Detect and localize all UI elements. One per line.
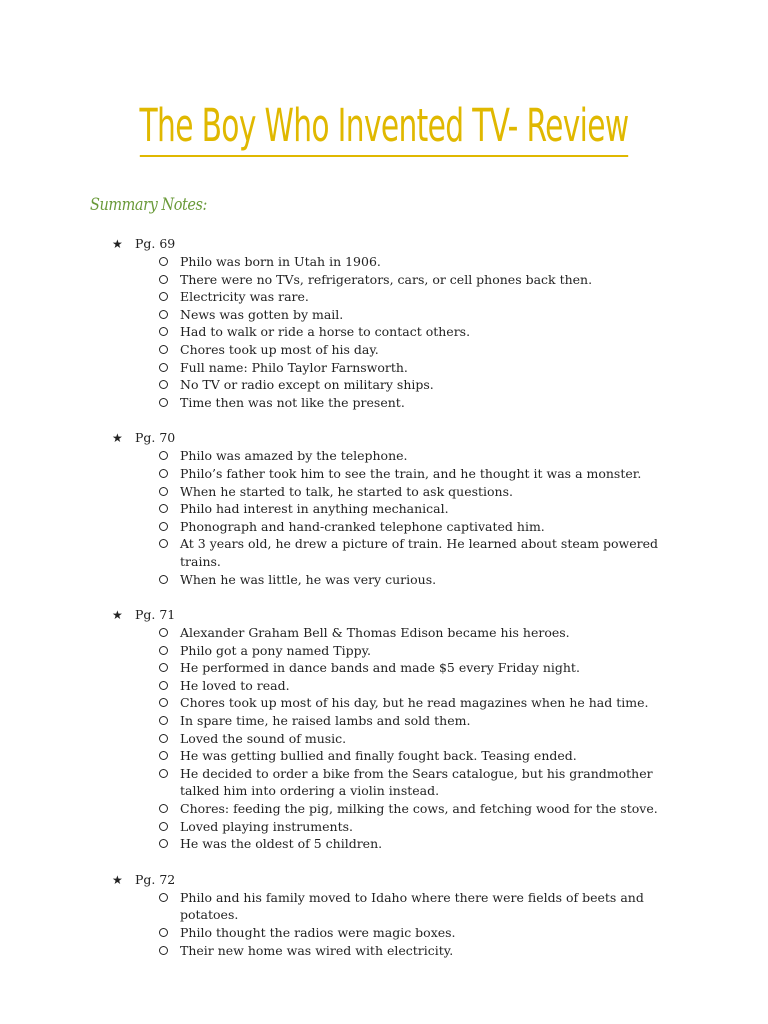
- notes-list: [0, 235, 768, 977]
- bullet-text: Philo was amazed by the telephone.: [180, 448, 408, 464]
- circle-bullet-icon: [159, 257, 168, 266]
- star-bullet-icon: ★: [112, 237, 123, 251]
- list-item: [0, 677, 768, 695]
- list-item: [0, 359, 768, 377]
- list-item: [0, 394, 768, 412]
- circle-bullet-icon: [159, 487, 168, 496]
- page-label: Pg. 72: [135, 871, 176, 887]
- bullet-text: Their new home was wired with electricity.: [180, 942, 454, 958]
- circle-bullet-icon: [159, 539, 168, 548]
- bullet-text: No TV or radio except on military ships.: [180, 377, 434, 393]
- bullet-text: When he started to talk, he started to ask questions.: [180, 483, 513, 499]
- bullet-text: Electricity was rare.: [180, 289, 309, 305]
- list-item: [0, 765, 768, 800]
- circle-bullet-icon: [159, 469, 168, 478]
- circle-bullet-icon: [159, 698, 168, 707]
- bullet-text: Philo had interest in anything mechanical.: [180, 501, 449, 517]
- list-item: [0, 835, 768, 853]
- circle-bullet-icon: [159, 734, 168, 743]
- circle-bullet-icon: [159, 363, 168, 372]
- bullet-text: In spare time, he raised lambs and sold them.: [180, 713, 471, 729]
- list-item: [0, 271, 768, 289]
- circle-bullet-icon: [159, 575, 168, 584]
- bullet-text: Chores took up most of his day, but he read magazines when he had time.: [180, 695, 649, 711]
- circle-bullet-icon: [159, 522, 168, 531]
- bullet-text: Philo thought the radios were magic boxes.: [180, 925, 456, 940]
- circle-bullet-icon: [159, 751, 168, 760]
- list-item: [0, 253, 768, 271]
- list-item: [0, 571, 768, 589]
- list-item: [0, 500, 768, 518]
- list-item: [0, 924, 768, 942]
- circle-bullet-icon: [159, 663, 168, 672]
- circle-bullet-icon: [159, 275, 168, 284]
- circle-bullet-icon: [159, 451, 168, 460]
- bullet-text: When he was little, he was very curious.: [180, 571, 437, 587]
- list-item: [0, 341, 768, 359]
- star-bullet-icon: ★: [112, 608, 123, 623]
- bullet-text: Philo’s father took him to see the train, and he thought it was a monster.: [180, 465, 642, 481]
- list-item: [0, 747, 768, 765]
- bullet-text: Philo got a pony named Tippy.: [180, 642, 371, 658]
- bullet-text: News was gotten by mail.: [180, 306, 344, 322]
- bullet-text: Time then was not like the present.: [180, 394, 405, 410]
- circle-bullet-icon: [159, 504, 168, 513]
- page-heading: [0, 429, 768, 447]
- bullet-text: He was the oldest of 5 children.: [180, 836, 383, 852]
- circle-bullet-icon: [159, 327, 168, 336]
- bullet-list: [0, 889, 768, 959]
- page-label: Pg. 71: [135, 607, 176, 623]
- bullet-text: He performed in dance bands and made $5 every Friday night.: [180, 660, 580, 676]
- circle-bullet-icon: [159, 292, 168, 301]
- circle-bullet-icon: [159, 310, 168, 319]
- list-item: [0, 659, 768, 677]
- page-heading: [0, 606, 768, 624]
- list-item: [0, 730, 768, 748]
- list-item: [0, 642, 768, 660]
- list-item: [0, 712, 768, 730]
- bullet-text: Full name: Philo Taylor Farnsworth.: [180, 359, 408, 375]
- bullet-list: [0, 447, 768, 588]
- list-item: [0, 288, 768, 306]
- page-heading: [0, 871, 768, 889]
- bullet-text: Chores took up most of his day.: [180, 341, 379, 357]
- page-section: [0, 606, 768, 853]
- list-item: [0, 447, 768, 465]
- list-item: [0, 889, 768, 924]
- circle-bullet-icon: [159, 839, 168, 848]
- bullet-text: He decided to order a bike from the Sears catalogue, but his grandmother talked him into ordering a violin instead.: [180, 765, 653, 799]
- document-title: [131, 94, 638, 158]
- page-heading: [0, 235, 768, 253]
- circle-bullet-icon: [159, 928, 168, 937]
- title-text: The Boy Who Invented TV- Review: [140, 97, 629, 157]
- list-item: [0, 694, 768, 712]
- summary-notes-heading: Summary Notes:: [90, 195, 207, 215]
- list-item: [0, 483, 768, 501]
- list-item: [0, 624, 768, 642]
- bullet-text: Alexander Graham Bell & Thomas Edison became his heroes.: [180, 625, 570, 641]
- bullet-list: [0, 624, 768, 853]
- page-label: Pg. 70: [135, 430, 176, 446]
- list-item: [0, 800, 768, 818]
- circle-bullet-icon: [159, 646, 168, 655]
- star-bullet-icon: ★: [112, 431, 123, 446]
- circle-bullet-icon: [159, 380, 168, 389]
- list-item: [0, 376, 768, 394]
- page-section: [0, 235, 768, 411]
- bullet-text: Chores: feeding the pig, milking the cows, and fetching wood for the stove.: [180, 801, 658, 817]
- bullet-text: Had to walk or ride a horse to contact others.: [180, 324, 471, 340]
- circle-bullet-icon: [159, 345, 168, 354]
- page-section: [0, 871, 768, 959]
- circle-bullet-icon: [159, 822, 168, 831]
- circle-bullet-icon: [159, 398, 168, 407]
- bullet-text: At 3 years old, he drew a picture of train. He learned about steam powered trains.: [180, 536, 659, 569]
- bullet-text: Loved the sound of music.: [180, 730, 347, 746]
- star-bullet-icon: ★: [112, 872, 123, 887]
- circle-bullet-icon: [159, 769, 168, 778]
- list-item: [0, 818, 768, 836]
- bullet-text: Philo and his family moved to Idaho where there were fields of beets and potatoes.: [180, 889, 644, 923]
- bullet-text: He was getting bullied and finally fought back. Teasing ended.: [180, 748, 577, 764]
- list-item: [0, 323, 768, 341]
- bullet-text: There were no TVs, refrigerators, cars, or cell phones back then.: [180, 271, 593, 287]
- circle-bullet-icon: [159, 893, 168, 902]
- bullet-list: [0, 253, 768, 411]
- list-item: [0, 518, 768, 536]
- bullet-text: Phonograph and hand-cranked telephone captivated him.: [180, 518, 545, 534]
- circle-bullet-icon: [159, 804, 168, 813]
- bullet-text: Philo was born in Utah in 1906.: [180, 254, 381, 269]
- page-section: [0, 429, 768, 588]
- circle-bullet-icon: [159, 628, 168, 637]
- list-item: [0, 465, 768, 483]
- list-item: [0, 306, 768, 324]
- circle-bullet-icon: [159, 716, 168, 725]
- page-label: Pg. 69: [135, 236, 176, 251]
- circle-bullet-icon: [159, 946, 168, 955]
- circle-bullet-icon: [159, 681, 168, 690]
- bullet-text: He loved to read.: [180, 677, 290, 693]
- list-item: [0, 535, 768, 570]
- list-item: [0, 942, 768, 960]
- bullet-text: Loved playing instruments.: [180, 818, 354, 834]
